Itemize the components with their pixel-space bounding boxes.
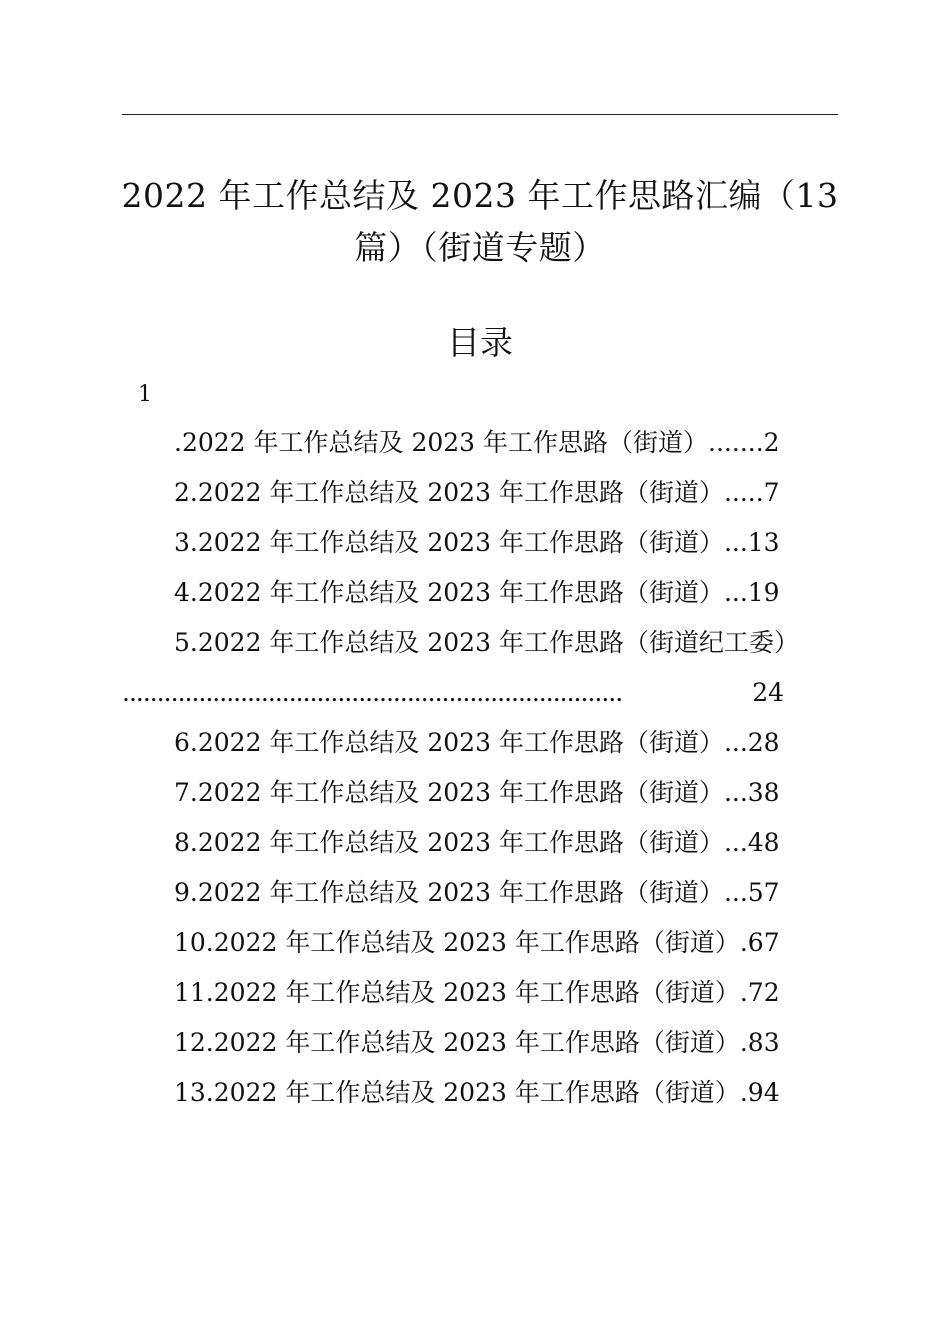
document-title-line-1: 2022 年工作总结及 2023 年工作思路汇编（13	[121, 176, 839, 215]
toc-entry-10[interactable]: 10.2022 年工作总结及 2023 年工作思路（街道）.67	[174, 928, 780, 957]
toc-entry-7[interactable]: 7.2022 年工作总结及 2023 年工作思路（街道）...38	[174, 778, 780, 807]
toc-entry-8[interactable]: 8.2022 年工作总结及 2023 年工作思路（街道）...48	[174, 828, 780, 857]
document-title-line-2: 篇）（街道专题）	[354, 228, 606, 267]
toc-entry-4[interactable]: 4.2022 年工作总结及 2023 年工作思路（街道）...19	[174, 578, 780, 607]
toc-leader-dots: ........................................................................	[122, 678, 623, 707]
toc-entry-6[interactable]: 6.2022 年工作总结及 2023 年工作思路（街道）...28	[174, 728, 780, 757]
toc-entry-3[interactable]: 3.2022 年工作总结及 2023 年工作思路（街道）...13	[174, 528, 780, 557]
toc-entry-5-leader[interactable]	[122, 668, 784, 718]
toc-entry-1[interactable]: .2022 年工作总结及 2023 年工作思路（街道）.......2	[174, 428, 780, 457]
toc-entry-13[interactable]: 13.2022 年工作总结及 2023 年工作思路（街道）.94	[174, 1078, 780, 1107]
top-rule	[122, 114, 838, 115]
toc-entry-2[interactable]: 2.2022 年工作总结及 2023 年工作思路（街道）.....7	[174, 478, 780, 507]
toc-entry-12[interactable]: 12.2022 年工作总结及 2023 年工作思路（街道）.83	[174, 1028, 780, 1057]
stray-page-number: 1	[138, 382, 152, 407]
toc-entry-5[interactable]: 5.2022 年工作总结及 2023 年工作思路（街道纪工委）	[174, 628, 799, 657]
toc-entry-11[interactable]: 11.2022 年工作总结及 2023 年工作思路（街道）.72	[174, 978, 780, 1007]
document-title	[100, 170, 860, 274]
toc-heading: 目录	[447, 323, 513, 362]
toc-entry-5-page: 24	[752, 678, 784, 707]
toc-entry-9[interactable]: 9.2022 年工作总结及 2023 年工作思路（街道）...57	[174, 878, 780, 907]
